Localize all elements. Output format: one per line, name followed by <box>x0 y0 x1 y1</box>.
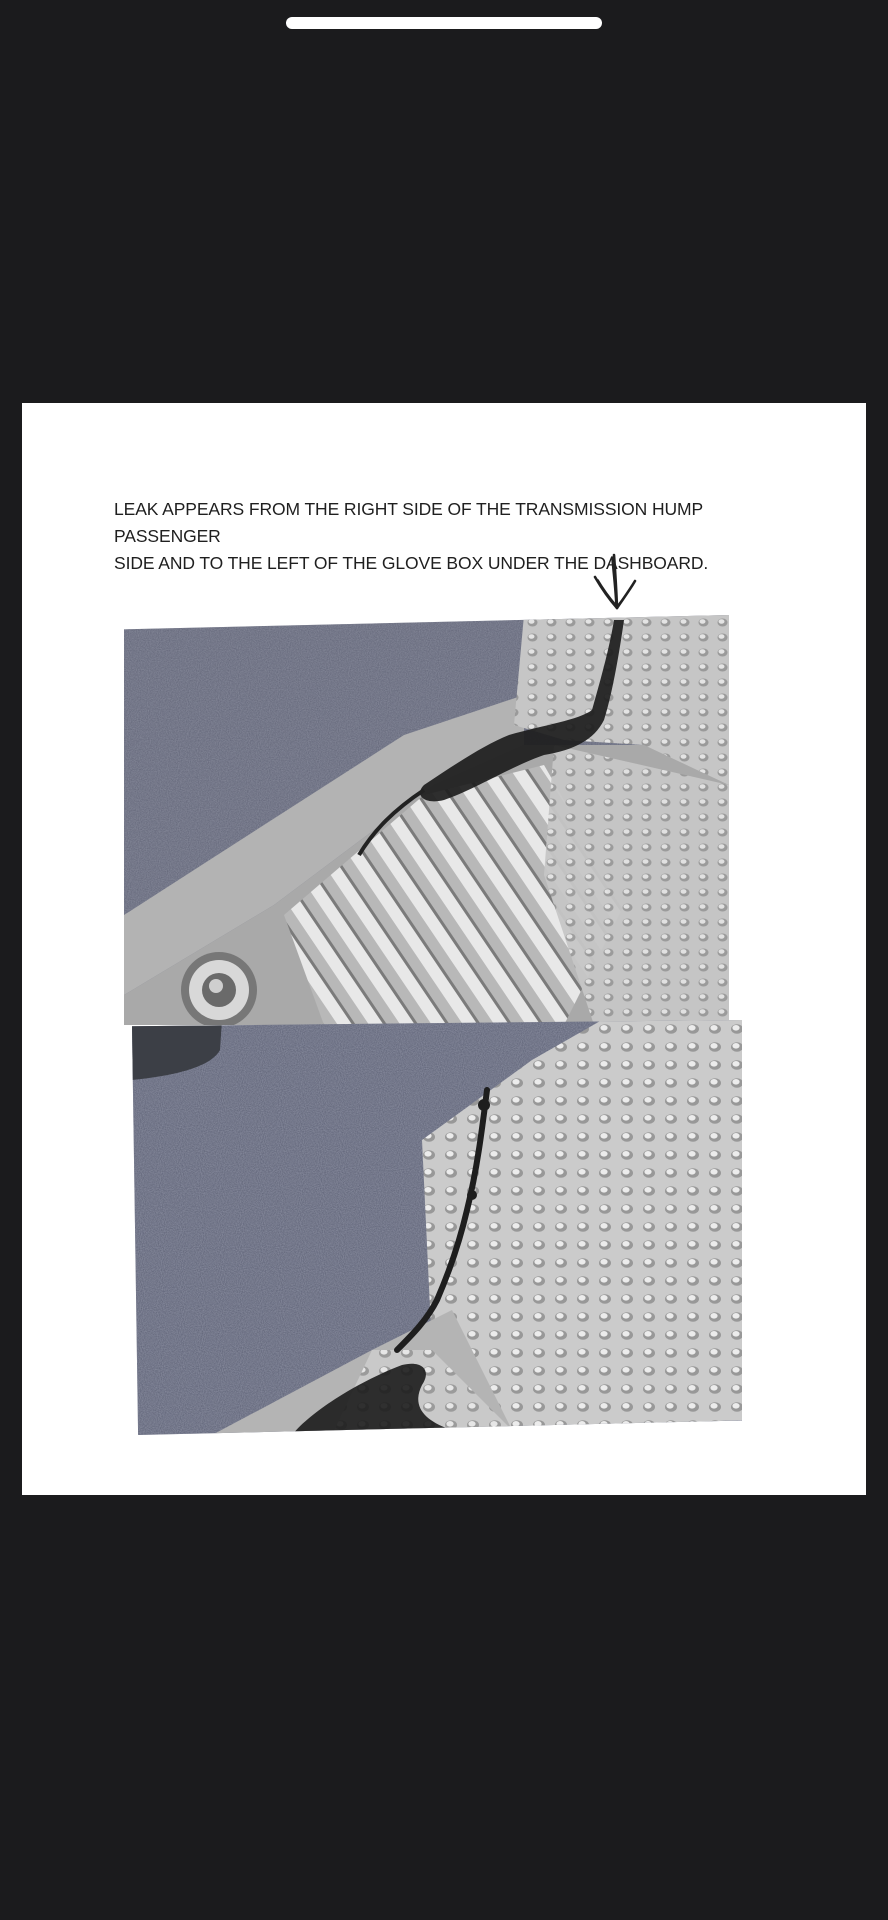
hand-drawn-down-arrow-icon <box>590 553 640 613</box>
document-page <box>22 403 866 1495</box>
caption-line-1: LEAK APPEARS FROM THE RIGHT SIDE OF THE TRANSMISSION HUMP PASSENGER <box>114 499 703 546</box>
document-caption <box>114 496 794 577</box>
floor-photo-top <box>124 615 729 1025</box>
home-indicator[interactable] <box>286 17 602 29</box>
caption-line-2: SIDE AND TO THE LEFT OF THE GLOVE BOX UNDER THE DASHBOARD. <box>114 553 709 573</box>
floor-photo-bottom <box>132 1020 742 1435</box>
